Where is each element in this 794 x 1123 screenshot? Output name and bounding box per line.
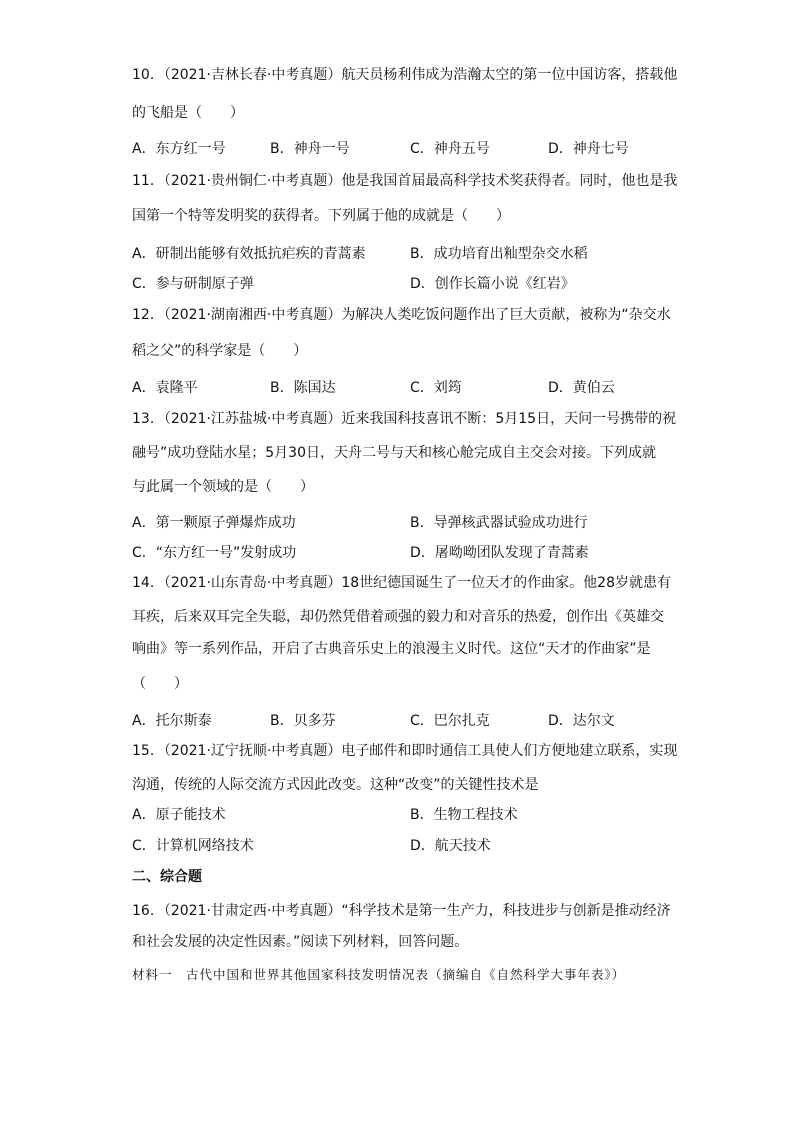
- q12-option-c: C．刘筠: [410, 380, 462, 396]
- section-title: 二、综合题: [132, 869, 202, 885]
- q15-line-2: 沟通，传统的人际交流方式因此改变。这种“改变”的关键性技术是: [132, 777, 539, 793]
- q13-line-2: 融号”成功登陆水星；5月30日，天舟二号与天和核心舱完成自主交会对接。下列成就: [132, 445, 656, 461]
- q14-option-d: D．达尔文: [548, 713, 615, 729]
- q13-option-c: C．“东方红一号”发射成功: [132, 545, 297, 561]
- q11-option-b: B．成功培育出籼型杂交水稻: [410, 246, 588, 262]
- q14-line-2: 耳疾，后来双耳完全失聪，却仍然凭借着顽强的毅力和对音乐的热爱，创作出《英雄交: [132, 609, 664, 625]
- q12-option-d: D．黄伯云: [548, 380, 615, 396]
- q16-line-1: 16．（2021·甘肃定西·中考真题）“科学技术是第一生产力，科技进步与创新是推动经济: [132, 903, 671, 919]
- q13-option-d: D．屠呦呦团队发现了青蒿素: [410, 545, 589, 561]
- q10-option-a: A．东方红一号: [132, 141, 226, 157]
- q11-option-d: D．创作长篇小说《红岩》: [410, 276, 575, 292]
- q13-option-a: A．第一颗原子弹爆炸成功: [132, 515, 296, 531]
- q15-line-1: 15．（2021·辽宁抚顺·中考真题）电子邮件和即时通信工具使人们方便地建立联系，实现: [132, 743, 678, 759]
- q11-line-1: 11．（2021·贵州铜仁·中考真题）他是我国首届最高科学技术奖获得者。同时，他也是我: [132, 173, 678, 189]
- q10-option-c: C．神舟五号: [410, 141, 490, 157]
- q10-option-d: D．神舟七号: [548, 141, 629, 157]
- q10-option-b: B．神舟一号: [270, 141, 350, 157]
- q15-option-a: A．原子能技术: [132, 807, 226, 823]
- q12-line-1: 12．（2021·湖南湘西·中考真题）为解决人类吃饭问题作出了巨大贡献，被称为“杂交水: [132, 307, 671, 323]
- q14-option-b: B．贝多芬: [270, 713, 336, 729]
- q14-line-4: （ ）: [132, 676, 188, 692]
- q10-line-1: 10．（2021·吉林长春·中考真题）航天员杨利伟成为浩瀚太空的第一位中国访客，搭载他: [132, 67, 678, 83]
- q13-line-1: 13．（2021·江苏盐城·中考真题）近来我国科技喜讯不断：5月15日，天问一号携带的祝: [132, 411, 677, 427]
- q14-option-a: A．托尔斯泰: [132, 713, 212, 729]
- q15-option-b: B．生物工程技术: [410, 807, 518, 823]
- q14-line-1: 14．（2021·山东青岛·中考真题）18世纪德国诞生了一位天才的作曲家。他28岁就患有: [132, 575, 671, 591]
- q14-option-c: C．巴尔扎克: [410, 713, 490, 729]
- q11-line-2: 国第一个特等发明奖的获得者。下列属于他的成就是（ ）: [132, 208, 510, 224]
- q11-option-c: C．参与研制原子弹: [132, 276, 254, 292]
- q10-line-2: 的飞船是（ ）: [132, 105, 244, 121]
- q12-option-b: B．陈国达: [270, 380, 336, 396]
- q14-line-3: 响曲》等一系列作品，开启了古典音乐史上的浪漫主义时代。这位“天才的作曲家”是: [132, 641, 651, 657]
- material-caption: 材料一 古代中国和世界其他国家科技发明情况表（摘编自《自然科学大事年表》）: [132, 967, 626, 982]
- q12-option-a: A．袁隆平: [132, 380, 198, 396]
- q11-option-a: A．研制出能够有效抵抗疟疾的青蒿素: [132, 246, 366, 262]
- q12-line-2: 稻之父”的科学家是（ ）: [132, 343, 308, 359]
- q15-option-c: C．计算机网络技术: [132, 838, 254, 854]
- q15-option-d: D．航天技术: [410, 838, 491, 854]
- q16-line-2: 和社会发展的决定性因素。”阅读下列材料，回答问题。: [132, 934, 469, 950]
- q13-line-3: 与此属一个领域的是（ ）: [132, 479, 314, 495]
- q13-option-b: B．导弹核武器试验成功进行: [410, 515, 588, 531]
